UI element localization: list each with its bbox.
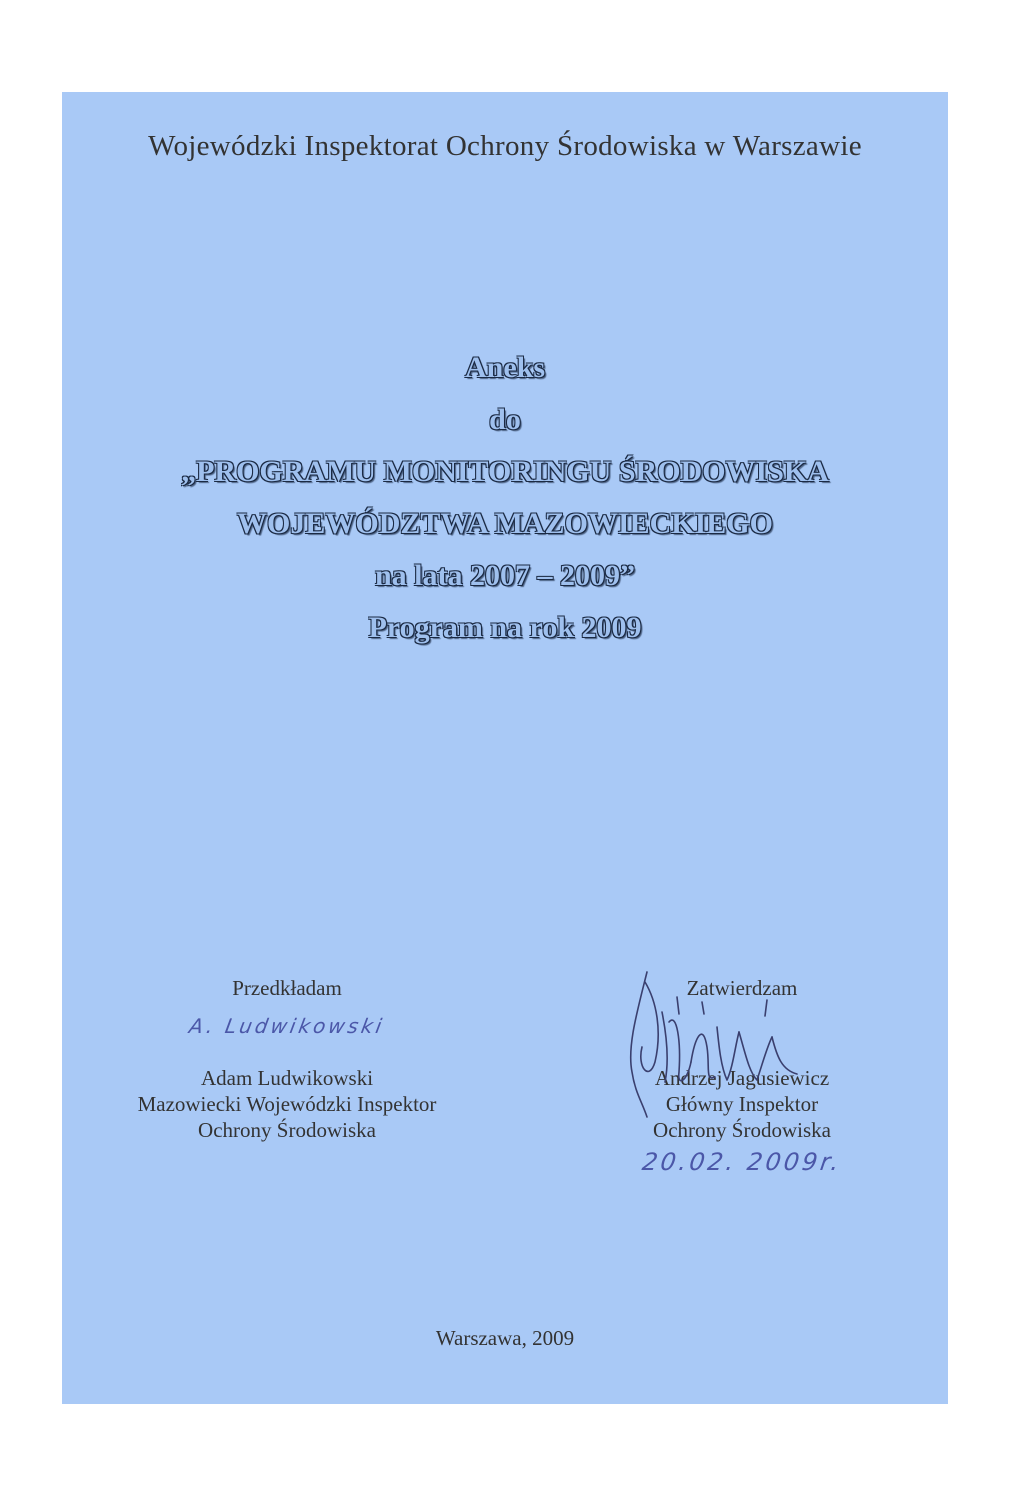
title-do: do [489, 403, 521, 436]
signatory-right-role2: Ochrony Środowiska [653, 1118, 831, 1142]
signature-left [102, 1001, 472, 1065]
cover-page [62, 92, 948, 1404]
institution-name: Wojewódzki Inspektorat Ochrony Środowiska w Warszawie [148, 130, 862, 162]
place-and-year: Warszawa, 2009 [435, 1326, 575, 1350]
title-aneks: Aneks [464, 351, 546, 384]
signatory-left-name: Adam Ludwikowski [200, 1066, 374, 1090]
handwritten-signature-left: A. Ludwikowski [187, 1014, 387, 1038]
signature-right-scribble [607, 952, 837, 1122]
signatory-right-name: Andrzej Jagusiewicz [654, 1066, 830, 1090]
title-years: na lata 2007 – 2009” [374, 559, 635, 592]
document-title [62, 342, 948, 654]
title-program-line1: „PROGRAMU MONITORINGU ŚRODOWISKA [181, 455, 829, 488]
signatory-left-role2: Ochrony Środowiska [198, 1118, 376, 1142]
signatory-right-role1: Główny Inspektor [665, 1092, 819, 1116]
submit-label: Przedkładam [232, 976, 342, 1000]
signatory-left-role1: Mazowiecki Wojewódzki Inspektor [137, 1092, 437, 1116]
title-program-year: Program na rok 2009 [368, 611, 642, 644]
handwritten-date: 20.02. 2009r. [640, 1148, 844, 1176]
title-program-line2: WOJEWÓDZTWA MAZOWIECKIEGO [237, 507, 773, 540]
approve-label: Zatwierdzam [686, 976, 798, 1000]
signatory-left [102, 975, 472, 1143]
